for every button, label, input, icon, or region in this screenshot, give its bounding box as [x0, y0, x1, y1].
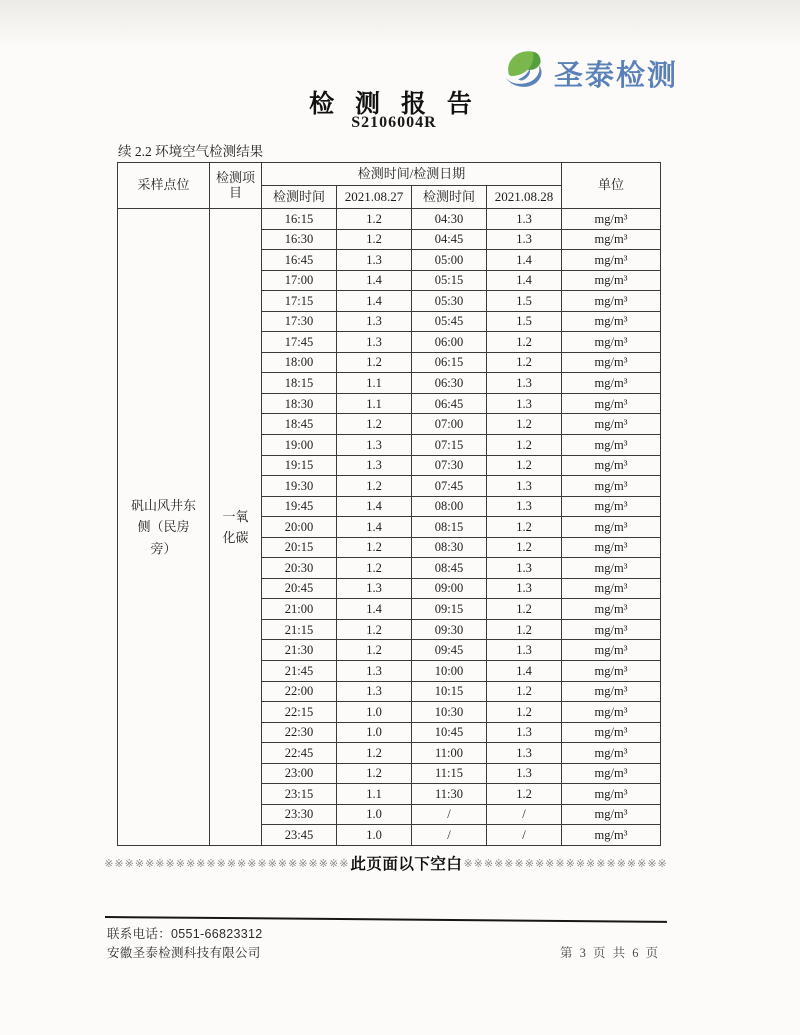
value-cell: 1.4: [337, 291, 412, 312]
value-cell: /: [487, 825, 562, 846]
value-cell: 1.3: [487, 209, 562, 230]
results-table: [117, 162, 661, 846]
value-cell: 1.2: [337, 558, 412, 579]
value-cell: 1.2: [337, 743, 412, 764]
time-cell: 05:00: [412, 250, 487, 271]
unit-cell: mg/m³: [562, 640, 661, 661]
value-cell: 1.2: [487, 435, 562, 456]
time-cell: 09:45: [412, 640, 487, 661]
value-cell: 1.4: [337, 496, 412, 517]
time-cell: 10:00: [412, 661, 487, 682]
unit-cell: mg/m³: [562, 332, 661, 353]
value-cell: 1.3: [337, 578, 412, 599]
value-cell: 1.3: [487, 722, 562, 743]
value-cell: 1.5: [487, 311, 562, 332]
header-time-1: 检测时间: [262, 186, 337, 209]
unit-cell: mg/m³: [562, 661, 661, 682]
report-number: S2106004R: [351, 114, 437, 131]
value-cell: 1.3: [487, 578, 562, 599]
time-cell: 21:30: [262, 640, 337, 661]
value-cell: 1.2: [337, 619, 412, 640]
time-cell: 17:00: [262, 270, 337, 291]
value-cell: 1.2: [487, 599, 562, 620]
footer-phone: 联系电话：0551-66823312: [107, 927, 263, 941]
value-cell: 1.3: [337, 435, 412, 456]
unit-cell: mg/m³: [562, 250, 661, 271]
value-cell: 1.2: [337, 640, 412, 661]
time-cell: 07:30: [412, 455, 487, 476]
unit-cell: mg/m³: [562, 209, 661, 230]
value-cell: 1.2: [487, 537, 562, 558]
time-cell: 08:30: [412, 537, 487, 558]
value-cell: 1.0: [337, 702, 412, 723]
value-cell: 1.3: [337, 681, 412, 702]
unit-cell: mg/m³: [562, 702, 661, 723]
time-cell: 18:00: [262, 352, 337, 373]
time-cell: /: [412, 825, 487, 846]
value-cell: 1.1: [337, 393, 412, 414]
value-cell: 1.2: [337, 209, 412, 230]
time-cell: 11:00: [412, 743, 487, 764]
value-cell: 1.3: [487, 393, 562, 414]
value-cell: 1.2: [487, 702, 562, 723]
logo-wordmark: 圣泰检测: [554, 60, 679, 92]
time-cell: 22:00: [262, 681, 337, 702]
time-cell: 06:00: [412, 332, 487, 353]
value-cell: 1.2: [337, 537, 412, 558]
unit-cell: mg/m³: [562, 681, 661, 702]
table-header-row-1: [118, 163, 661, 186]
time-cell: 20:15: [262, 537, 337, 558]
time-cell: 10:45: [412, 722, 487, 743]
value-cell: 1.2: [487, 332, 562, 353]
time-cell: 23:30: [262, 804, 337, 825]
report-title: 检 测 报 告: [309, 90, 479, 118]
time-cell: 04:30: [412, 209, 487, 230]
unit-cell: mg/m³: [562, 763, 661, 784]
time-cell: 09:00: [412, 578, 487, 599]
time-cell: 16:15: [262, 209, 337, 230]
value-cell: 1.1: [337, 784, 412, 805]
time-cell: 21:45: [262, 661, 337, 682]
results-tbody: [118, 209, 661, 846]
unit-cell: mg/m³: [562, 722, 661, 743]
unit-cell: mg/m³: [562, 291, 661, 312]
unit-cell: mg/m³: [562, 804, 661, 825]
time-cell: 09:30: [412, 619, 487, 640]
test-item-cell: 一氧化碳: [210, 209, 262, 846]
time-cell: 22:30: [262, 722, 337, 743]
time-cell: 11:15: [412, 763, 487, 784]
value-cell: 1.5: [487, 291, 562, 312]
value-cell: 1.2: [337, 229, 412, 250]
unit-cell: mg/m³: [562, 784, 661, 805]
footer-divider: [105, 916, 667, 923]
value-cell: 1.2: [337, 352, 412, 373]
reference-marks-left: ※※※※※※※※※※※※※※※※※※※※※※※※: [104, 857, 350, 870]
time-cell: 05:30: [412, 291, 487, 312]
unit-cell: mg/m³: [562, 496, 661, 517]
time-cell: 16:45: [262, 250, 337, 271]
time-cell: 10:30: [412, 702, 487, 723]
time-cell: 07:15: [412, 435, 487, 456]
unit-cell: mg/m³: [562, 619, 661, 640]
value-cell: 1.3: [337, 250, 412, 271]
blank-below-text: 此页面以下空白: [350, 856, 463, 873]
value-cell: 1.3: [487, 558, 562, 579]
value-cell: 1.4: [337, 270, 412, 291]
time-cell: 22:45: [262, 743, 337, 764]
value-cell: 1.3: [337, 455, 412, 476]
value-cell: 1.3: [487, 229, 562, 250]
page-number: 第 3 页 共 6 页: [560, 946, 661, 960]
unit-cell: mg/m³: [562, 578, 661, 599]
unit-cell: mg/m³: [562, 229, 661, 250]
time-cell: 20:30: [262, 558, 337, 579]
time-cell: 23:00: [262, 763, 337, 784]
header-time-date-group: 检测时间/检测日期: [262, 163, 562, 186]
value-cell: 1.2: [487, 352, 562, 373]
time-cell: 06:45: [412, 393, 487, 414]
time-cell: 19:45: [262, 496, 337, 517]
time-cell: 06:15: [412, 352, 487, 373]
value-cell: 1.2: [487, 619, 562, 640]
time-cell: 22:15: [262, 702, 337, 723]
unit-cell: mg/m³: [562, 517, 661, 538]
time-cell: 19:00: [262, 435, 337, 456]
unit-cell: mg/m³: [562, 476, 661, 497]
time-cell: 08:15: [412, 517, 487, 538]
footer-company: 安徽圣泰检测科技有限公司: [107, 946, 261, 960]
time-cell: 05:15: [412, 270, 487, 291]
value-cell: 1.1: [337, 373, 412, 394]
table-row: [118, 209, 661, 230]
value-cell: 1.3: [487, 763, 562, 784]
value-cell: 1.2: [337, 414, 412, 435]
time-cell: 04:45: [412, 229, 487, 250]
value-cell: 1.0: [337, 804, 412, 825]
unit-cell: mg/m³: [562, 558, 661, 579]
value-cell: /: [487, 804, 562, 825]
unit-cell: mg/m³: [562, 435, 661, 456]
time-cell: 11:30: [412, 784, 487, 805]
value-cell: 1.2: [337, 476, 412, 497]
time-cell: 08:00: [412, 496, 487, 517]
time-cell: 17:45: [262, 332, 337, 353]
header-time-2: 检测时间: [412, 186, 487, 209]
time-cell: 05:45: [412, 311, 487, 332]
unit-cell: mg/m³: [562, 414, 661, 435]
unit-cell: mg/m³: [562, 825, 661, 846]
unit-cell: mg/m³: [562, 352, 661, 373]
time-cell: 18:15: [262, 373, 337, 394]
time-cell: 18:45: [262, 414, 337, 435]
time-cell: 19:30: [262, 476, 337, 497]
time-cell: 20:00: [262, 517, 337, 538]
time-cell: 17:15: [262, 291, 337, 312]
reference-marks-right: ※※※※※※※※※※※※※※※※※※※※: [463, 857, 668, 870]
sampling-point-cell: 矾山风井东侧（民房旁）: [118, 209, 210, 846]
time-cell: 21:15: [262, 619, 337, 640]
unit-cell: mg/m³: [562, 393, 661, 414]
header-unit: 单位: [562, 163, 661, 209]
value-cell: 1.3: [487, 496, 562, 517]
time-cell: 06:30: [412, 373, 487, 394]
value-cell: 1.2: [487, 784, 562, 805]
time-cell: 18:30: [262, 393, 337, 414]
blank-below-notice: [100, 852, 672, 874]
unit-cell: mg/m³: [562, 743, 661, 764]
unit-cell: mg/m³: [562, 455, 661, 476]
time-cell: 08:45: [412, 558, 487, 579]
time-cell: 10:15: [412, 681, 487, 702]
value-cell: 1.4: [337, 599, 412, 620]
value-cell: 1.3: [337, 332, 412, 353]
section-label: 续 2.2 环境空气检测结果: [118, 144, 264, 159]
time-cell: 09:15: [412, 599, 487, 620]
value-cell: 1.0: [337, 825, 412, 846]
unit-cell: mg/m³: [562, 270, 661, 291]
header-test-item: 检测项目: [210, 163, 262, 209]
time-cell: /: [412, 804, 487, 825]
value-cell: 1.2: [487, 414, 562, 435]
value-cell: 1.4: [337, 517, 412, 538]
time-cell: 07:45: [412, 476, 487, 497]
time-cell: 07:00: [412, 414, 487, 435]
value-cell: 1.3: [487, 373, 562, 394]
unit-cell: mg/m³: [562, 599, 661, 620]
value-cell: 1.4: [487, 250, 562, 271]
value-cell: 1.3: [337, 661, 412, 682]
time-cell: 16:30: [262, 229, 337, 250]
header-sampling-point: 采样点位: [118, 163, 210, 209]
scanner-edge-shading: [0, 0, 800, 46]
value-cell: 1.2: [487, 455, 562, 476]
value-cell: 1.3: [337, 311, 412, 332]
unit-cell: mg/m³: [562, 537, 661, 558]
header-date-2: 2021.08.28: [487, 186, 562, 209]
time-cell: 21:00: [262, 599, 337, 620]
unit-cell: mg/m³: [562, 311, 661, 332]
time-cell: 23:45: [262, 825, 337, 846]
header-date-1: 2021.08.27: [337, 186, 412, 209]
value-cell: 1.0: [337, 722, 412, 743]
results-table-wrapper: [117, 162, 661, 846]
value-cell: 1.3: [487, 476, 562, 497]
value-cell: 1.2: [487, 517, 562, 538]
time-cell: 19:15: [262, 455, 337, 476]
value-cell: 1.3: [487, 743, 562, 764]
time-cell: 23:15: [262, 784, 337, 805]
value-cell: 1.4: [487, 270, 562, 291]
value-cell: 1.2: [337, 763, 412, 784]
value-cell: 1.2: [487, 681, 562, 702]
time-cell: 17:30: [262, 311, 337, 332]
time-cell: 20:45: [262, 578, 337, 599]
value-cell: 1.4: [487, 661, 562, 682]
value-cell: 1.3: [487, 640, 562, 661]
unit-cell: mg/m³: [562, 373, 661, 394]
